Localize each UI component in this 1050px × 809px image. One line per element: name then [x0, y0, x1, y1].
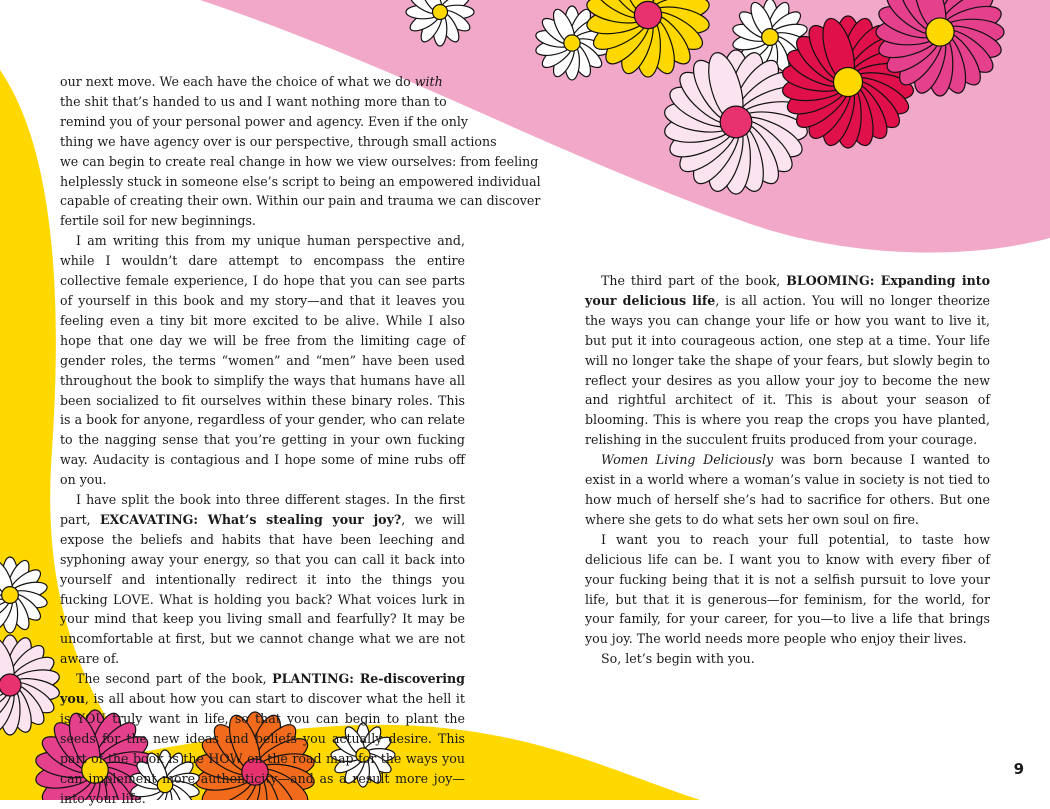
- page-number: 9: [1013, 760, 1024, 778]
- right-column: [585, 271, 990, 669]
- paragraph: our next move. We each have the choice of what we do with the shit that’s handed to us and I want nothing more than to remind you of your personal power and agency. Even if the only thing we have agency over is our perspective, through small actions we can begin to create real change in how we view ourselves: from feeling helplessly stuck in someone else’s script to being an empowered individual capable of creating their own. Within our pain and trauma we can discover fertile soil for new beginnings.: [60, 74, 541, 229]
- paragraph: The third part of the book, BLOOMING: Expanding into your delicious life, is all action. You will no longer theorize the ways you can change your life or how you want to live it, but put it into courageous action, one step at a time. Your life will no longer take the shape of your fears, but slowly begin to reflect your desires as you allow your joy to become the new and rightful architect of it. This is about your season of blooming. This is where you reap the crops you have planted, relishing in the succulent fruits produced from your courage.: [585, 273, 990, 448]
- paragraph: Women Living Deliciously was born because I wanted to exist in a world where a woman’s value in society is not tied to how much of herself she’s had to sacrifice for others. But one where she gets to do what sets her own soul on fire.: [585, 452, 990, 527]
- paragraph: The second part of the book, PLANTING: Re-discovering you, is all about how you can start to discover what the hell it is YOU truly want in life, so that you can begin to plant the seeds for the new ideas and beliefs you actually desire. This part of the book is the HOW on the road map for the ways you can implement more authenticity—and as a result more joy—into your life.: [60, 671, 465, 806]
- paragraph: I am writing this from my unique human perspective and, while I wouldn’t dare attempt to encompass the entire collective female experience, I do hope that you can see parts of yourself in this book and my story—and that it leaves you feeling even a tiny bit more excited to be alive. While I also hope that one day we will be free from the limiting cage of gender roles, the terms “women” and “men” have been used throughout the book to simplify the ways that humans have all been socialized to fit ourselves within these binary roles. This is a book for anyone, regardless of your gender, who can relate to the nagging sense that you’re getting in your own fucking way. Audacity is contagious and I hope some of mine rubs off on you.: [60, 233, 465, 488]
- paragraph: I have split the book into three different stages. In the first part, EXCAVATING: What’s stealing your joy?, we will expose the beliefs and habits that have been leeching and syphoning away your energy, so that you can call it back into yourself and intentionally redirect it into the things you fucking LOVE. What is holding you back? What voices lurk in your mind that keep you living small and fearfully? It may be uncomfortable at first, but we cannot change what we are not aware of.: [60, 492, 465, 667]
- left-column: [60, 72, 541, 809]
- paragraph: I want you to reach your full potential, to taste how delicious life can be. I want you to know with every fiber of your fucking being that it is not a selfish pursuit to love your life, but that it is generous—for feminism, for the world, for your family, for your career, for you—to live a life that brings you joy. The world needs more people who enjoy their lives.: [585, 531, 990, 647]
- paragraph: So, let’s begin with you.: [601, 651, 755, 667]
